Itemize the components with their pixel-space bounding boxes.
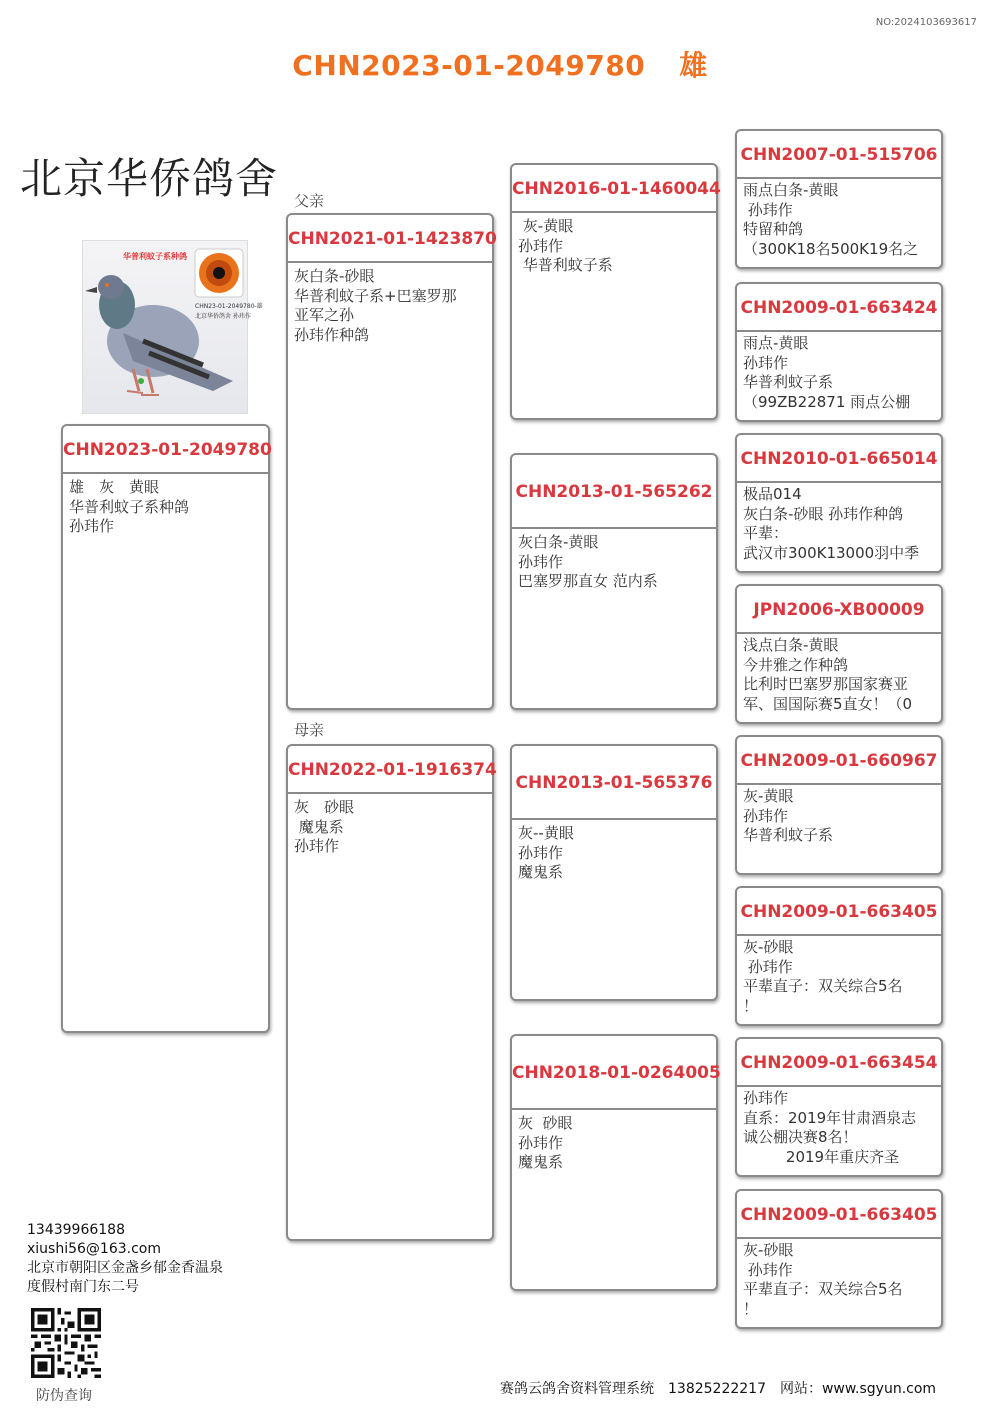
- contact-address: 北京市朝阳区金盏乡郁金香温泉: [27, 1260, 223, 1276]
- pigeon-info: 灰-砂眼 孙玮作 平辈直子：双关综合5名 ！: [743, 1241, 903, 1318]
- pigeon-info: 雨点-黄眼 孙玮作 华普利蚊子系 （99ZB22871 雨点公棚: [743, 334, 911, 411]
- pigeon-info: 极品014 灰白条-砂眼 孙玮作种鸽 平辈： 武汉市300K13000羽中季: [743, 485, 920, 562]
- photo-caption: CHN23-01-2049780-雄: [195, 303, 263, 310]
- dam-card: [286, 744, 497, 1241]
- pigeon-info: 浅点白条-黄眼 今井雅之作种鸽 比利时巴塞罗那国家赛亚 军、国国际赛5直女！（0: [743, 636, 913, 713]
- pigeon-info: 灰-黄眼 孙玮作 华普利蚊子系: [518, 217, 613, 274]
- contact-phone: 13439966188: [27, 1222, 125, 1238]
- great-grandparent-card: [735, 433, 943, 573]
- ring-number: JPN2006-XB00009: [737, 586, 941, 634]
- great-grandparent-card: [735, 584, 943, 724]
- pigeon-info: 雄 灰 黄眼 华普利蚊子系种鸽 孙玮作: [69, 478, 190, 535]
- ring-number: CHN2009-01-663424: [737, 284, 941, 332]
- pigeon-info: 灰白条-黄眼 孙玮作 巴塞罗那直女 范内系: [518, 533, 658, 590]
- ring-number: CHN2016-01-1460044: [512, 165, 716, 213]
- footer: [500, 1378, 950, 1398]
- sire-card: [286, 213, 497, 710]
- ring-number: CHN2009-01-660967: [737, 737, 941, 785]
- ring-number: CHN2009-01-663405: [737, 888, 941, 936]
- ring-number: CHN2023-01-2049780: [63, 426, 268, 474]
- ring-number: CHN2009-01-663405: [737, 1191, 941, 1239]
- father-label: 父亲: [294, 192, 325, 210]
- grandparent-card: [510, 163, 721, 420]
- contact-address: 度假村南门东二号: [27, 1279, 139, 1295]
- qr-label: 防伪查询: [36, 1388, 92, 1404]
- contact-email: xiushi56@163.com: [27, 1241, 161, 1257]
- pigeon-info: 灰-黄眼 孙玮作 华普利蚊子系: [743, 787, 834, 844]
- page-title: [0, 44, 1000, 84]
- great-grandparent-card: [735, 129, 943, 269]
- ring-number: CHN2007-01-515706: [737, 131, 941, 179]
- ring-number: CHN2013-01-565262: [512, 455, 716, 529]
- pigeon-info: 灰 砂眼 魔鬼系 孙玮作: [294, 798, 355, 855]
- ring-number: CHN2010-01-665014: [737, 435, 941, 483]
- ring-number: CHN2009-01-663454: [737, 1039, 941, 1087]
- contact-info: [27, 1221, 223, 1297]
- pigeon-info: 孙玮作 直系：2019年甘肃酒泉志 诚公棚决赛8名！ 2019年重庆齐圣: [743, 1089, 917, 1166]
- pigeon-illustration: [83, 241, 249, 415]
- grandparent-card: [510, 453, 718, 710]
- footer-website[interactable]: 网站：www.sgyun.com: [779, 1381, 937, 1397]
- footer-system: 赛鸽云鸽舍资料管理系统: [500, 1381, 654, 1397]
- ring-number: CHN2022-01-1916374: [288, 746, 492, 794]
- great-grandparent-card: [735, 735, 943, 875]
- subject-card: [61, 424, 270, 1033]
- footer-phone: 13825222217: [668, 1381, 766, 1397]
- qr-code-icon[interactable]: [31, 1308, 101, 1378]
- grandparent-card: [510, 1034, 721, 1291]
- great-grandparent-card: [735, 886, 943, 1026]
- great-grandparent-card: [735, 282, 943, 422]
- document-number: NO:2024103693617: [875, 17, 977, 28]
- great-grandparent-card: [735, 1037, 943, 1177]
- pigeon-info: 雨点白条-黄眼 孙玮作 特留种鸽 （300K18名500K19名之: [743, 181, 919, 258]
- pigeon-info: 灰 砂眼 孙玮作 魔鬼系: [518, 1114, 573, 1171]
- photo-caption: 北京华侨鸽舍 孙玮作: [195, 313, 251, 320]
- mother-label: 母亲: [294, 721, 325, 739]
- great-grandparent-card: [735, 1189, 943, 1329]
- grandparent-card: [510, 744, 718, 1001]
- ring-number: CHN2013-01-565376: [512, 746, 716, 820]
- pigeon-photo: [82, 240, 263, 414]
- photo-tag: 华普利蚊子系种鸽: [123, 252, 187, 261]
- title-ring-number: CHN2023-01-2049780: [292, 49, 646, 82]
- ring-number: CHN2021-01-1423870: [288, 215, 492, 263]
- ring-number: CHN2018-01-0264005: [512, 1036, 716, 1110]
- pigeon-info: 灰-砂眼 孙玮作 平辈直子：双关综合5名 ！: [743, 938, 903, 1015]
- loft-name: 北京华侨鸽舍: [20, 154, 279, 203]
- title-sex: 雄: [679, 49, 708, 82]
- pigeon-info: 灰白条-砂眼 华普利蚊子系+巴塞罗那 亚军之孙 孙玮作种鸽: [294, 267, 457, 344]
- pigeon-info: 灰--黄眼 孙玮作 魔鬼系: [518, 824, 574, 881]
